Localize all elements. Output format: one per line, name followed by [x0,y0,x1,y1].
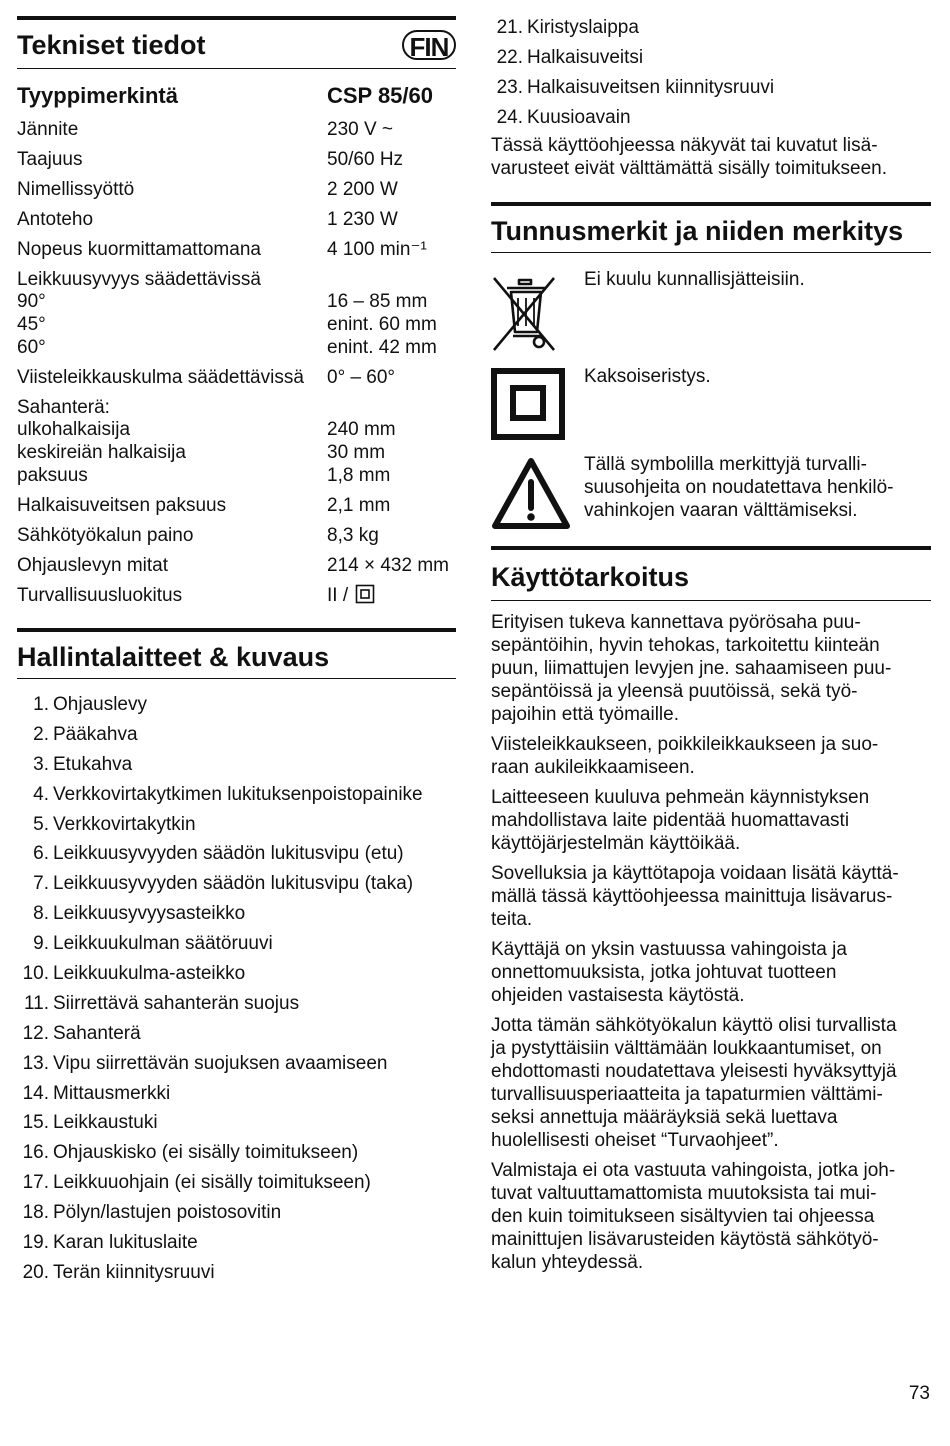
spec-row [17,441,456,464]
controls-section-title: Hallintalaitteet & kuvaus [17,642,330,672]
text-line: Viisteleikkaukseen, poikkileikkaukseen ja suo- [491,734,879,755]
item-number: 7. [33,873,49,895]
item-text: Pääkahva [53,723,138,745]
item-number: 11. [23,992,49,1014]
text-line: Erityisen tukeva kannettava pyörösaha puu- [491,612,861,633]
list-item [491,46,931,76]
text-line: kalun yhteydessä. [491,1252,644,1273]
item-number: 14. [22,1082,49,1104]
item-number: 16. [22,1142,49,1164]
list-item [17,872,456,902]
item-text: Leikkuusyvyyden säädön lukitusvipu (taka) [53,873,414,895]
spec-row [17,366,456,396]
double-insulation-icon [491,368,565,440]
page-number: 73 [908,1383,930,1404]
text-line: mainittujen lisävarusteiden käytöstä sähkötyö- [491,1229,879,1250]
item-number: 13. [22,1052,49,1074]
symbol-text [584,365,711,388]
item-text: Leikkuukulman säätöruuvi [53,933,273,955]
spec-row [17,336,456,366]
list-item [17,1141,456,1171]
list-item [17,693,456,723]
spec-label: Nimellissyöttö [17,179,135,200]
symbol-text [584,268,805,291]
item-text: Ohjauslevy [53,694,147,715]
list-item [17,1231,456,1261]
safety-class-text: II / [327,585,349,606]
list-item [17,962,456,992]
item-number: 15. [22,1112,49,1134]
spec-label: Turvallisuusluokitus [17,585,183,606]
item-number: 4. [33,783,49,805]
item-text: Halkaisuveitsen kiinnitysruuvi [527,76,775,98]
item-number: 12. [22,1022,49,1044]
spec-label: Jännite [17,119,79,140]
spec-value: 2 200 W [327,179,398,200]
item-number: 17. [22,1172,49,1194]
item-text: Pölyn/lastujen poistosovitin [53,1202,282,1224]
symbols-section-title: Tunnusmerkit ja niiden merkitys [491,216,904,246]
item-text: Leikkuuohjain (ei sisälly toimitukseen) [53,1172,371,1194]
list-item [17,1022,456,1052]
list-item [17,902,456,932]
usage-paragraph [491,938,941,1007]
spec-row [17,524,456,554]
usage-paragraph [491,786,941,855]
spec-value: 240 mm [327,419,396,440]
item-text: Leikkuukulma-asteikko [53,963,246,985]
spec-label: 60° [17,337,46,358]
item-text: Vipu siirrettävän suojuksen avaamiseen [53,1052,388,1074]
spec-row [17,464,456,494]
item-text: Leikkuusyvyysasteikko [53,903,246,925]
spec-row [17,238,456,268]
item-text: Halkaisuveitsi [527,46,644,68]
tech-section-title: Tekniset tiedot [17,30,206,60]
list-item [17,1052,456,1082]
text-line: Jotta tämän sähkötyökalun käyttö olisi turvallista [491,1015,897,1036]
list-item [17,1082,456,1112]
text-line: sepäntöissä ja yleensä puutöissä, sekä työ- [491,681,858,702]
spec-value: 214 × 432 mm [327,555,449,576]
text-line: puun, liimattujen levyjen jne. sahaamiseen puu- [491,658,892,679]
text-line: sepäntöihin, hyvin tehokas, tarkoitettu kiinteän [491,635,880,656]
item-text: Mittausmerkki [53,1082,171,1104]
text-line: den kuin toimitukseen sisältyvien tai ohjeessa [491,1206,875,1227]
text-line: Käyttäjä on yksin vastuussa vahingoista ja [491,939,847,960]
spec-value: enint. 60 mm [327,314,437,335]
spec-row [17,178,456,208]
item-text: Kiristyslaippa [527,17,639,38]
spec-row [17,148,456,178]
item-text: Ohjauskisko (ei sisälly toimitukseen) [53,1142,359,1164]
spec-label: 90° [17,291,46,312]
text-line: käyttöjärjestelmän käyttöikää. [491,833,741,854]
text-line: teita. [491,909,533,930]
usage-paragraph [491,733,941,779]
item-text: Sahanterä [53,1022,141,1044]
item-number: 22. [496,46,523,68]
spec-value: 30 mm [327,442,386,463]
spec-row [17,418,456,441]
text-line: onnettomuuksista, jotka johtuvat tuotteen [491,962,837,983]
text-line: Valmistaja ei ota vastuuta vahingoista, jotka joh- [491,1160,896,1181]
spec-row [17,584,456,614]
spec-value: 230 V ~ [327,119,394,140]
spec-value: 8,3 kg [327,525,379,546]
spec-label: 45° [17,314,46,335]
item-text: Verkkovirtakytkimen lukituksenpoistopainike [53,783,423,805]
list-item [17,932,456,962]
list-item [17,992,456,1022]
item-number: 23. [496,76,523,98]
item-text: Terän kiinnitysruuvi [53,1261,215,1283]
spec-value: 1 230 W [327,209,398,230]
symbol-row-insulation [491,368,931,440]
list-item [17,1261,456,1291]
list-item [17,1171,456,1201]
symbols-section-header [491,202,931,253]
warning-triangle-icon [491,456,571,530]
spec-label: Taajuus [17,149,83,170]
text-line: Laitteeseen kuuluva pehmeän käynnistyksen [491,787,870,808]
spec-value: 4 100 min⁻¹ [327,239,427,260]
controls-section-header [17,628,456,679]
symbol-row-waste [491,266,931,356]
text-line: pajoihin että työmaille. [491,704,679,725]
item-number: 9. [33,933,49,955]
double-insulation-small-icon [355,584,375,604]
spec-row [17,554,456,584]
spec-row [17,494,456,524]
item-text: Leikkaustuki [53,1112,158,1134]
item-number: 3. [33,753,49,775]
item-number: 20. [22,1261,49,1283]
text-line: ehdottomasti noudatettava yleisesti hyväksyttyjä [491,1061,897,1082]
spec-label: ulkohalkaisija [17,419,131,440]
spec-label: Halkaisuveitsen paksuus [17,495,227,516]
text-line: seksi annettuja määräyksiä sekä luettava [491,1107,838,1128]
item-text: Karan lukituslaite [53,1232,198,1254]
list-item [17,813,456,843]
usage-section-header [491,546,931,601]
list-item [491,106,931,136]
spec-label: keskireiän halkaisija [17,442,186,463]
note-line: varusteet eivät välttämättä sisälly toimitukseen. [491,158,888,179]
item-number: 8. [33,903,49,925]
symbol-text-line: suusohjeita on noudatettava henkilö- [584,477,894,498]
text-line: turvallisuusperiaatteita ja tapaturmien välttämi- [491,1084,883,1105]
symbol-row-warning [491,452,931,528]
spec-label: Viisteleikkauskulma säädettävissä [17,367,304,388]
spec-value: 1,8 mm [327,465,391,486]
text-line: tuvat valtuuttamattomista muutoksista tai mui- [491,1183,877,1204]
text-line: huolellisesti oheiset “Turvaohjeet”. [491,1130,779,1151]
item-text: Leikkuusyvyyden säädön lukitusvipu (etu) [53,843,404,865]
accessories-note [491,134,941,180]
list-item [17,783,456,813]
symbol-text-line: Tällä symbolilla merkittyjä turvalli- [584,454,867,475]
spec-value: 0° – 60° [327,367,396,388]
usage-body [491,611,941,1274]
spec-depth-label [17,268,456,290]
spec-label: Leikkuusyvyys säädettävissä [17,269,261,290]
text-line: mällä tässä käyttöohjeessa mainittuja lisävarus- [491,886,893,907]
spec-value: 16 – 85 mm [327,291,428,312]
spec-label: Nopeus kuormittamattomana [17,239,261,260]
list-item [17,842,456,872]
crossed-out-bin-icon [491,270,557,358]
item-number: 10. [22,963,49,985]
usage-section-title: Käyttötarkoitus [491,562,690,592]
spec-table [17,84,456,614]
text-line: Sovelluksia ja käyttötapoja voidaan lisätä käyttä- [491,863,899,884]
symbol-text [584,453,894,522]
item-number: 21. [496,17,523,38]
spec-blade-label [17,396,456,418]
spec-label: paksuus [17,465,88,486]
spec-row [17,208,456,238]
language-badge: FIN [402,30,456,60]
text-line: ohjeiden vastaisesta käytöstä. [491,985,745,1006]
list-item [17,1201,456,1231]
usage-paragraph [491,611,941,726]
text-line: ja pystyttäisiin välttämään loukkaantumiset, on [491,1038,882,1059]
item-text: Kuusioavain [527,106,631,128]
item-number: 1. [33,694,49,715]
list-item [17,1111,456,1141]
spec-value: 50/60 Hz [327,149,404,170]
item-text: Verkkovirtakytkin [53,813,196,835]
item-text: Siirrettävä sahanterän suojus [53,992,300,1014]
usage-paragraph [491,1014,941,1152]
usage-paragraph [491,862,941,931]
item-text: Etukahva [53,753,133,775]
text-line: raan aukileikkaamiseen. [491,757,695,778]
controls-list [17,693,456,1291]
spec-header-value: CSP 85/60 [327,83,434,108]
spec-label: Ohjauslevyn mitat [17,555,169,576]
list-item [17,723,456,753]
spec-label: Sahanterä: [17,397,110,418]
spec-value [327,584,375,607]
spec-row [17,290,456,313]
symbol-text-line: Kaksoiseristys. [584,366,711,387]
tech-section-header [17,16,456,69]
spec-row [17,118,456,148]
item-number: 18. [22,1202,49,1224]
text-line: mahdollistava laite pidentää huomattavasti [491,810,850,831]
list-item [17,753,456,783]
list-item [491,76,931,106]
item-number: 5. [33,813,49,835]
symbol-text-line: Ei kuulu kunnallisjätteisiin. [584,269,805,290]
controls-list-continued [491,16,931,136]
usage-paragraph [491,1159,941,1274]
item-number: 6. [33,843,49,865]
spec-label: Antoteho [17,209,94,230]
list-item [491,16,931,46]
symbol-text-line: vahinkojen vaaran välttämiseksi. [584,500,858,521]
item-number: 19. [22,1232,49,1254]
item-number: 2. [33,723,49,745]
spec-label: Sähkötyökalun paino [17,525,194,546]
spec-row [17,313,456,336]
spec-header-row [17,84,456,114]
item-number: 24. [496,106,523,128]
spec-value: 2,1 mm [327,495,391,516]
note-line: Tässä käyttöohjeessa näkyvät tai kuvatut lisä- [491,135,878,156]
spec-value: enint. 42 mm [327,337,437,358]
spec-header-label: Tyyppimerkintä [17,83,178,108]
